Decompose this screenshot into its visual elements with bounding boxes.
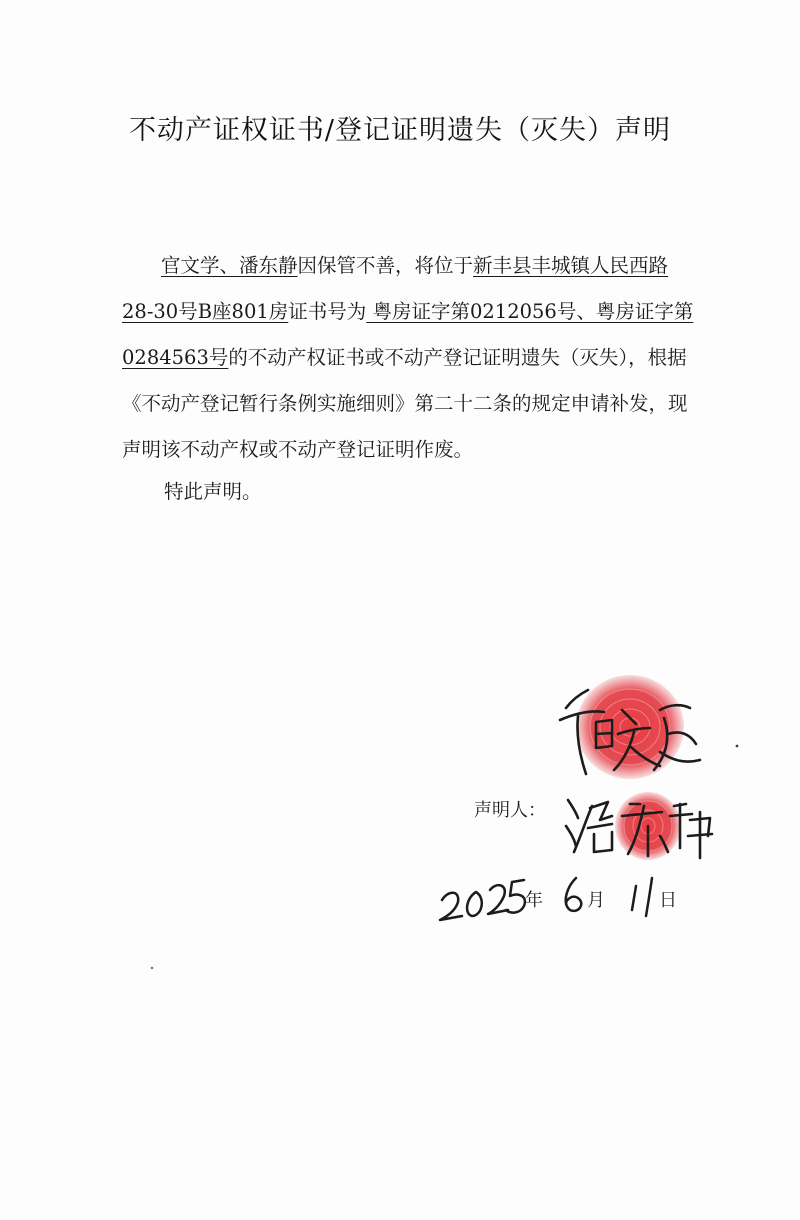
- day-label: 日: [659, 890, 677, 911]
- statement-text-3: 的不动产权证书或不动产登记证明遗失（灭失），根据《不动产登记暂行条例实施细则》第二十二条的规定申请补发，现声明该不动产权或不动产登记证明作废。: [122, 346, 688, 461]
- property-address: 新丰县丰城镇人民西路28-30号B座801房: [122, 254, 669, 323]
- document-title: 不动产证权证书/登记证明遗失（灭失）声明: [128, 115, 672, 146]
- month-label: 月: [587, 890, 605, 911]
- certificate-numbers: 粤房证字第0212056号、粤房证字第0284563号: [122, 300, 694, 369]
- handwritten-signature-1: [560, 690, 700, 774]
- scan-speck: [151, 967, 153, 969]
- fingerprint-seal-2: [615, 792, 681, 860]
- statement-text-1: 因保管不善，将位于: [297, 254, 474, 277]
- closing-text: 特此声明。: [164, 480, 262, 503]
- fingerprint-seal-1: [576, 675, 684, 779]
- owner-names: 官文学、潘东静: [161, 254, 298, 277]
- scan-speck: [736, 745, 739, 748]
- year-label: 年: [525, 890, 543, 911]
- statement-text-2: 证书号为: [288, 300, 367, 323]
- statement-paragraph: [122, 243, 697, 473]
- declarant-label: 声明人：: [474, 800, 546, 821]
- statement-body: [122, 243, 697, 473]
- handwritten-signature-2: [566, 800, 712, 858]
- handwritten-date-digits: [440, 878, 652, 920]
